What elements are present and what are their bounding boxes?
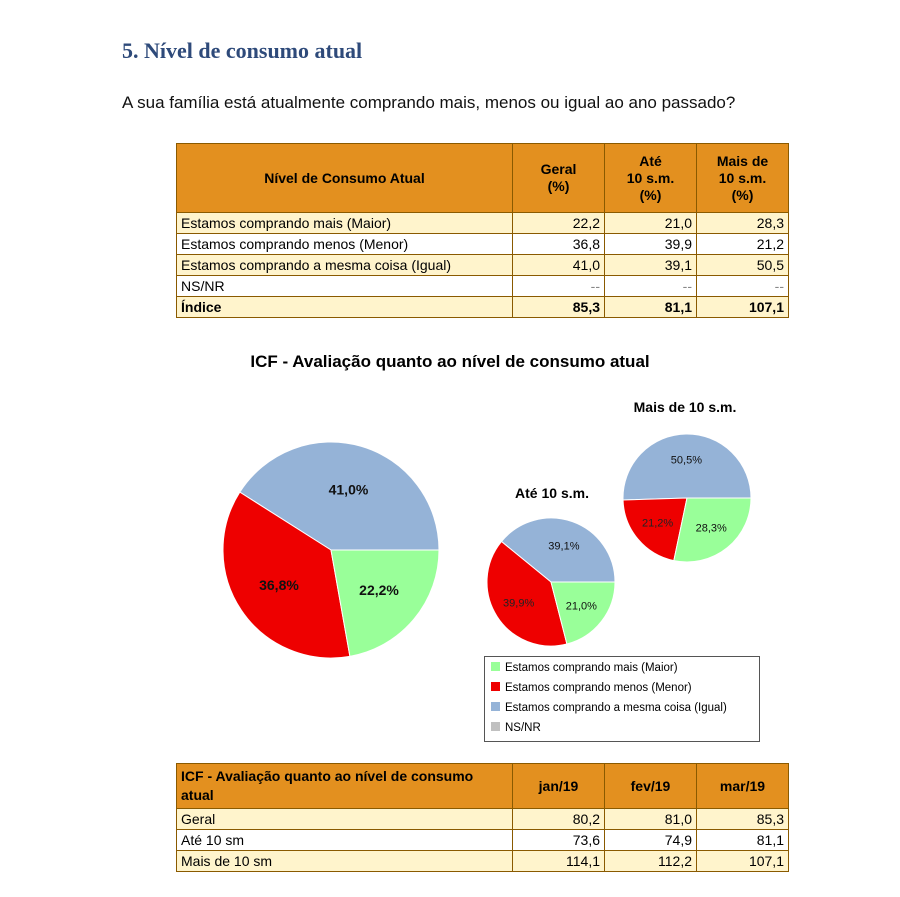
row-label: Estamos comprando menos (Menor) — [177, 234, 513, 255]
section-heading: 5. Nível de consumo atual — [122, 38, 363, 63]
row-label: NS/NR — [177, 276, 513, 297]
table-row — [177, 851, 789, 872]
cell-fev: 81,0 — [605, 809, 697, 830]
table1-header-mais10: Mais de 10 s.m. (%) — [697, 144, 789, 213]
cell-geral: 22,2 — [513, 213, 605, 234]
cell-mar: 107,1 — [697, 851, 789, 872]
cell-mais10: 107,1 — [697, 297, 789, 318]
pie2-label-menos: 21,2% — [641, 517, 674, 530]
legend-swatch-mais — [491, 662, 500, 671]
legend-swatch-menos — [491, 682, 500, 691]
pie2-slice-igual — [623, 434, 751, 500]
row-label: Até 10 sm — [177, 830, 513, 851]
cell-fev: 74,9 — [605, 830, 697, 851]
pie-title-ate-10sm: Até 10 s.m. — [515, 485, 589, 501]
table-row-index — [177, 297, 789, 318]
cell-ate10: 39,9 — [605, 234, 697, 255]
cell-mais10: -- — [697, 276, 789, 297]
cell-jan: 73,6 — [513, 830, 605, 851]
legend-item — [491, 660, 678, 676]
table-row — [177, 830, 789, 851]
legend-swatch-igual — [491, 702, 500, 711]
legend-label: NS/NR — [505, 722, 541, 734]
cell-mais10: 21,2 — [697, 234, 789, 255]
legend-label: Estamos comprando menos (Menor) — [505, 682, 692, 694]
legend-label: Estamos comprando a mesma coisa (Igual) — [505, 702, 727, 714]
cell-jan: 80,2 — [513, 809, 605, 830]
legend-item — [491, 700, 727, 716]
row-label: Índice — [177, 297, 513, 318]
cell-ate10: 81,1 — [605, 297, 697, 318]
cell-geral: 41,0 — [513, 255, 605, 276]
cell-geral: -- — [513, 276, 605, 297]
table2-header-fev: fev/19 — [605, 764, 697, 809]
row-label: Estamos comprando a mesma coisa (Igual) — [177, 255, 513, 276]
table2-header-jan: jan/19 — [513, 764, 605, 809]
cell-jan: 114,1 — [513, 851, 605, 872]
cell-mar: 81,1 — [697, 830, 789, 851]
cell-geral: 85,3 — [513, 297, 605, 318]
table-row — [177, 276, 789, 297]
pie0-slice-mais — [331, 550, 439, 656]
legend-item — [491, 720, 541, 736]
pie0-label-igual: 41,0% — [328, 481, 369, 498]
row-label: Estamos comprando mais (Maior) — [177, 213, 513, 234]
pie0-label-mais: 22,2% — [359, 582, 399, 599]
row-label: Mais de 10 sm — [177, 851, 513, 872]
survey-question: A sua família está atualmente comprando mais, menos ou igual ao ano passado? — [122, 93, 736, 112]
chart-title: ICF - Avaliação quanto ao nível de consumo atual — [250, 352, 650, 371]
table1-header-ate10: Até 10 s.m. (%) — [605, 144, 697, 213]
table1-header-label: Nível de Consumo Atual — [177, 144, 513, 213]
icf-history-table — [176, 763, 789, 872]
pie-title-mais-10sm: Mais de 10 s.m. — [633, 399, 737, 415]
table-row — [177, 213, 789, 234]
cell-geral: 36,8 — [513, 234, 605, 255]
cell-mais10: 50,5 — [697, 255, 789, 276]
pie1-label-mais: 21,0% — [565, 600, 597, 613]
pie1-label-menos: 39,9% — [503, 597, 535, 610]
cell-mar: 85,3 — [697, 809, 789, 830]
cell-fev: 112,2 — [605, 851, 697, 872]
cell-ate10: 39,1 — [605, 255, 697, 276]
table-row — [177, 255, 789, 276]
legend-swatch-nsnr — [491, 722, 500, 731]
table2-header-label: ICF - Avaliação quanto ao nível de consumo atual — [177, 764, 513, 809]
pie2-label-mais: 28,3% — [695, 522, 727, 535]
pie1-label-igual: 39,1% — [548, 540, 580, 553]
pie2-label-igual: 50,5% — [670, 454, 702, 467]
cell-ate10: 21,0 — [605, 213, 697, 234]
legend-label: Estamos comprando mais (Maior) — [505, 662, 678, 674]
chart-legend — [484, 656, 760, 742]
pie0-label-menos: 36,8% — [259, 576, 299, 593]
table-row — [177, 809, 789, 830]
table-row — [177, 234, 789, 255]
row-label: Geral — [177, 809, 513, 830]
consumption-level-table — [176, 143, 789, 318]
pie-charts — [0, 380, 900, 660]
legend-item — [491, 680, 692, 696]
table1-header-geral: Geral (%) — [513, 144, 605, 213]
cell-mais10: 28,3 — [697, 213, 789, 234]
cell-ate10: -- — [605, 276, 697, 297]
table2-header-mar: mar/19 — [697, 764, 789, 809]
